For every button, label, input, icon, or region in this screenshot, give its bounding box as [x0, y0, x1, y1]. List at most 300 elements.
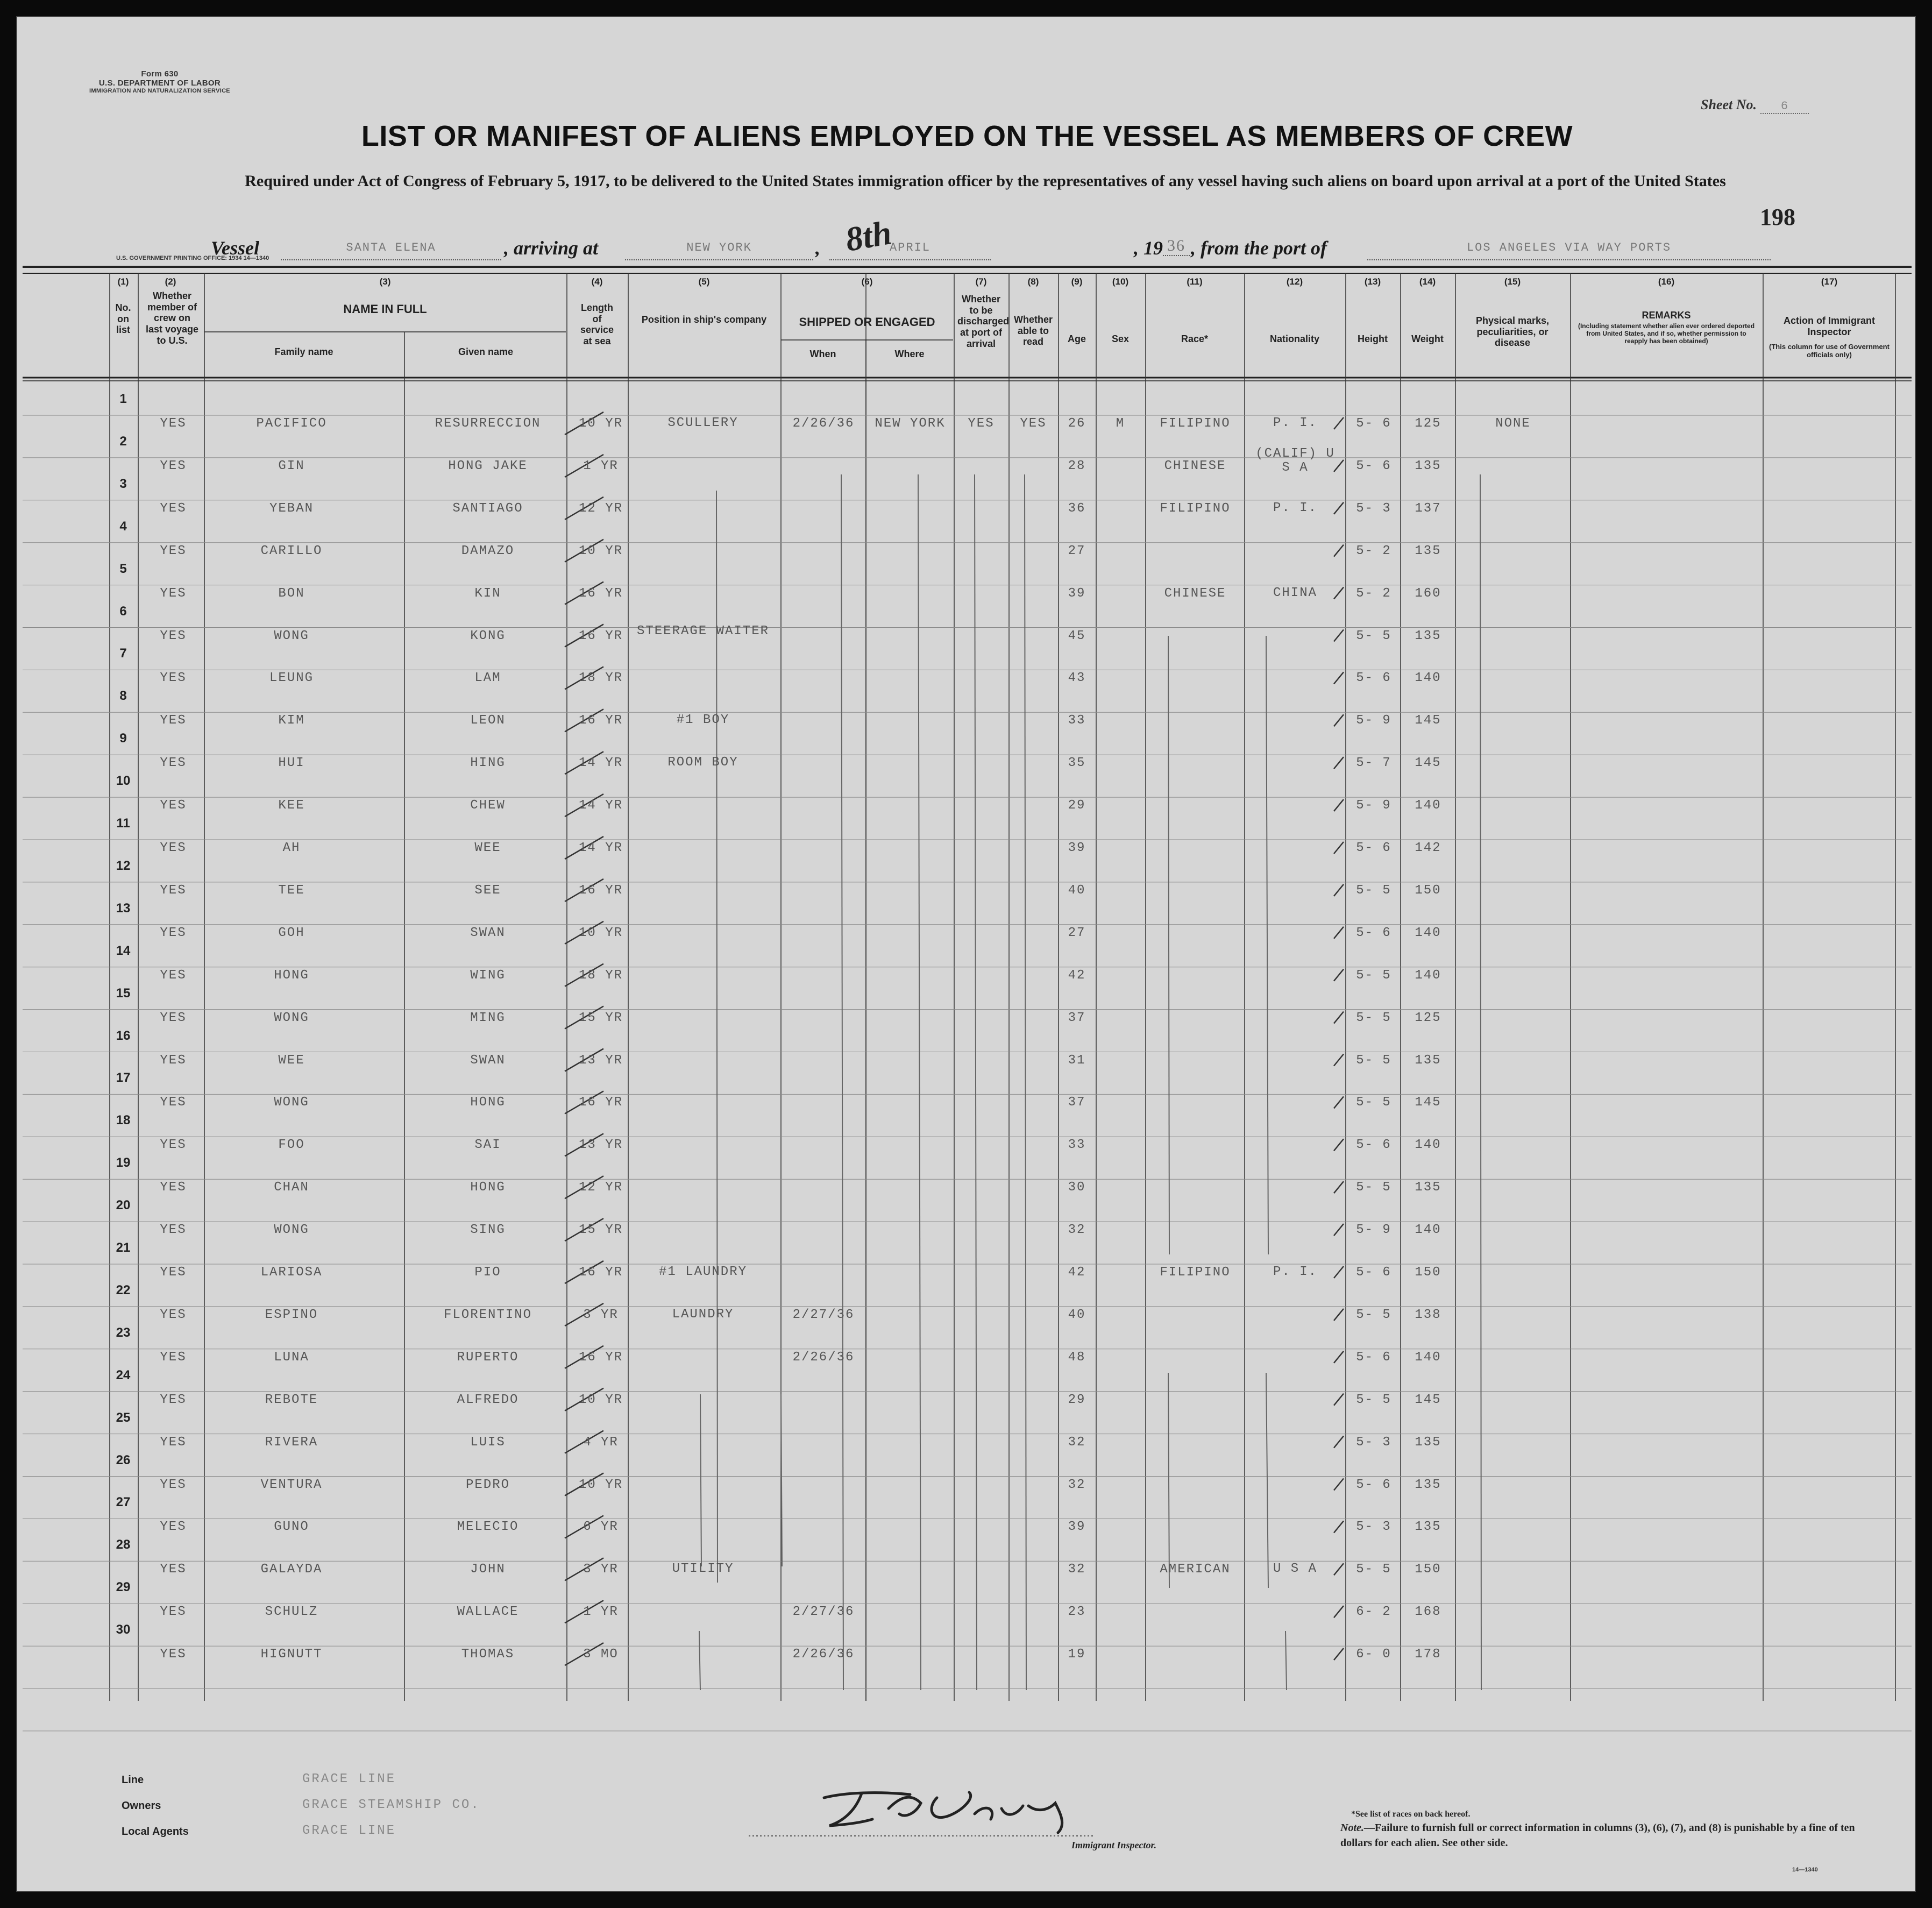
row-number: 21 [116, 1240, 131, 1255]
cell-weight: 135 [1415, 1053, 1441, 1068]
cell-service: 15 YR [578, 1010, 623, 1025]
row-number: 13 [116, 900, 131, 916]
cell-service: 1 YR [583, 458, 619, 473]
cell-last: YES [160, 1010, 187, 1025]
cell-given: LUIS [470, 1435, 506, 1450]
table-row [17, 1492, 1916, 1534]
cell-weight: 135 [1415, 628, 1441, 643]
cell-given: CHEW [470, 798, 506, 813]
arrival-year: 36 [1163, 237, 1190, 256]
col-16-subheader: (Including statement whether alien ever ordered deported from United States, and if so, whether permission to reapply has been obtained) [1578, 322, 1755, 345]
cell-age: 45 [1068, 628, 1086, 643]
cell-height: 5- 5 [1356, 1053, 1391, 1068]
col-8-number: (8) [1027, 276, 1039, 287]
cell-family: GIN [278, 458, 305, 473]
table-row [17, 1365, 1916, 1407]
col-4-header: Length of service at sea [580, 302, 614, 347]
cell-family: WEE [278, 1053, 305, 1068]
form-number: Form 630 [141, 69, 179, 79]
cell-family: ESPINO [265, 1307, 318, 1322]
cell-given: RESURRECCION [435, 416, 541, 431]
cell-height: 5- 5 [1356, 1562, 1391, 1577]
row-number: 11 [116, 816, 130, 831]
cell-service: 3 YR [583, 1562, 619, 1577]
col-10-header: Sex [1111, 334, 1130, 344]
cell-age: 32 [1068, 1562, 1086, 1577]
col-17-number: (17) [1821, 276, 1838, 287]
row-number: 22 [116, 1282, 131, 1297]
cell-given: HONG JAKE [448, 458, 528, 473]
service-name: IMMIGRATION AND NATURALIZATION SERVICE [89, 88, 230, 94]
col-1-number: (1) [117, 276, 129, 287]
cell-weight: 150 [1415, 1265, 1441, 1280]
cell-last: YES [160, 1350, 187, 1365]
cell-height: 5- 6 [1356, 1350, 1391, 1365]
row-number: 7 [119, 646, 127, 661]
cell-age: 37 [1068, 1010, 1086, 1025]
cell-last: YES [160, 713, 187, 728]
cell-family: CARILLO [260, 543, 323, 558]
cell-given: WALLACE [457, 1605, 519, 1620]
table-row [17, 516, 1916, 558]
row-number: 17 [116, 1070, 131, 1086]
cell-given: SAI [474, 1138, 501, 1153]
cell-position: SCULLERY [667, 416, 738, 430]
cell-weight: 142 [1415, 841, 1441, 855]
cell-weight: 140 [1415, 798, 1441, 813]
table-row [17, 1280, 1916, 1322]
owners-label: Owners [122, 1800, 161, 1812]
cell-service: 16 YR [578, 628, 623, 643]
row-number: 23 [116, 1325, 131, 1340]
col-13-header: Height [1358, 334, 1388, 344]
row-number: 14 [116, 943, 131, 958]
table-row [17, 558, 1916, 600]
cell-last: YES [160, 1265, 187, 1280]
col-6-header: SHIPPED OR ENGAGED [799, 315, 935, 329]
cell-family: HONG [274, 968, 309, 983]
cell-height: 5- 2 [1356, 586, 1391, 601]
cell-service: 10 YR [578, 543, 623, 558]
cell-age: 23 [1068, 1605, 1086, 1620]
col-14-header: Weight [1411, 334, 1444, 344]
row-number: 28 [116, 1537, 131, 1552]
row-number: 24 [116, 1367, 131, 1382]
col-17-header: Action of Immigrant Inspector [1784, 315, 1875, 337]
cell-age: 39 [1068, 1520, 1086, 1535]
line-value: GRACE LINE [302, 1772, 396, 1786]
cell-service: 10 YR [578, 1392, 623, 1407]
cell-weight: 160 [1415, 586, 1441, 601]
cell-last: YES [160, 416, 187, 431]
cell-weight: 145 [1415, 1392, 1441, 1407]
cell-height: 5- 3 [1356, 501, 1391, 516]
cell-height: 6- 0 [1356, 1647, 1391, 1662]
cell-age: 19 [1068, 1647, 1086, 1662]
cell-height: 5- 5 [1356, 1307, 1391, 1322]
cell-service: 18 YR [578, 968, 623, 983]
cell-height: 5- 3 [1356, 1435, 1391, 1450]
cell-age: 39 [1068, 841, 1086, 855]
cell-family: LARIOSA [260, 1265, 323, 1280]
cell-family: WONG [274, 628, 309, 643]
cell-when: 2/26/36 [792, 1647, 855, 1662]
cell-height: 5- 3 [1356, 1520, 1391, 1535]
cell-nat: P. I. [1273, 416, 1317, 430]
cell-weight: 135 [1415, 1520, 1441, 1535]
cell-position: STEERAGE WAITER [636, 623, 770, 639]
cell-age: 32 [1068, 1223, 1086, 1238]
col-15-number: (15) [1504, 276, 1521, 287]
form-code: 14—1340 [1792, 1867, 1818, 1873]
table-row [17, 685, 1916, 727]
col-6-number: (6) [861, 276, 873, 287]
cell-service: 18 YR [578, 671, 623, 686]
cell-height: 5- 6 [1356, 458, 1391, 473]
cell-last: YES [160, 1223, 187, 1238]
cell-last: YES [160, 1307, 187, 1322]
col-5-number: (5) [698, 276, 710, 287]
cell-last: YES [160, 1138, 187, 1153]
cell-age: 31 [1068, 1053, 1086, 1068]
table-row [17, 983, 1916, 1025]
table-row [17, 1322, 1916, 1364]
cell-family: HUI [278, 756, 305, 771]
row-number: 18 [116, 1113, 131, 1128]
cell-age: 40 [1068, 883, 1086, 898]
cell-given: WING [470, 968, 506, 983]
row-number: 29 [116, 1580, 131, 1595]
cell-marks: NONE [1495, 416, 1531, 431]
cell-service: 12 YR [578, 1180, 623, 1195]
when-header: When [809, 349, 836, 359]
col-9-header: Age [1067, 334, 1086, 344]
cell-height: 5- 6 [1356, 671, 1391, 686]
cell-weight: 138 [1415, 1307, 1441, 1322]
cell-weight: 135 [1415, 1435, 1441, 1450]
cell-read: YES [1020, 416, 1047, 431]
col-5-header: Position in ship's company [641, 314, 767, 325]
cell-last: YES [160, 1095, 187, 1110]
cell-last: YES [160, 1180, 187, 1195]
cell-nat: U S A [1273, 1562, 1317, 1577]
cell-last: YES [160, 883, 187, 898]
cell-given: RUPERTO [457, 1350, 519, 1365]
cell-weight: 140 [1415, 1223, 1441, 1238]
cell-weight: 145 [1415, 1095, 1441, 1110]
cell-age: 35 [1068, 756, 1086, 771]
cell-given: PIO [474, 1265, 501, 1280]
cell-age: 42 [1068, 1265, 1086, 1280]
col-7-header: Whether to be discharged at port of arrival [957, 294, 1010, 349]
col-3-number: (3) [379, 276, 391, 287]
cell-age: 30 [1068, 1180, 1086, 1195]
col-17-subheader: (This column for use of Government officials only) [1769, 343, 1890, 359]
col-9-number: (9) [1071, 276, 1083, 287]
cell-family: FOO [278, 1138, 305, 1153]
cell-given: THOMAS [461, 1647, 515, 1662]
cell-last: YES [160, 1520, 187, 1535]
cell-given: HONG [470, 1095, 506, 1110]
cell-family: GOH [278, 925, 305, 940]
row-number: 1 [119, 392, 127, 406]
cell-weight: 125 [1415, 1010, 1441, 1025]
cell-service: 16 YR [578, 1265, 623, 1280]
cell-weight: 140 [1415, 925, 1441, 940]
table-row [17, 601, 1916, 643]
row-number: 5 [119, 561, 127, 576]
cell-when: 2/27/36 [792, 1307, 855, 1322]
cell-given: SING [470, 1223, 506, 1238]
row-number: 26 [116, 1452, 131, 1467]
table-row [17, 1067, 1916, 1109]
cell-height: 6- 2 [1356, 1605, 1391, 1620]
row-number: 10 [116, 774, 131, 789]
cell-service: 3 MO [583, 1647, 619, 1662]
cell-family: TEE [278, 883, 305, 898]
cell-height: 5- 6 [1356, 925, 1391, 940]
row-number: 16 [116, 1028, 131, 1043]
cell-family: KEE [278, 798, 305, 813]
cell-family: CHAN [274, 1180, 309, 1195]
cell-service: 10 YR [578, 1477, 623, 1492]
cell-age: 33 [1068, 1138, 1086, 1153]
cell-height: 5- 6 [1356, 1138, 1391, 1153]
cell-family: YEBAN [269, 501, 314, 516]
cell-weight: 135 [1415, 1477, 1441, 1492]
cell-position: ROOM BOY [667, 755, 738, 770]
cell-age: 48 [1068, 1350, 1086, 1365]
cell-weight: 168 [1415, 1605, 1441, 1620]
cell-race: FILIPINO [1160, 501, 1231, 516]
cell-last: YES [160, 968, 187, 983]
signature-line [749, 1833, 1093, 1839]
table-row [17, 643, 1916, 685]
inspector-signature [813, 1776, 1093, 1835]
col-12-header: Nationality [1269, 334, 1319, 344]
cell-given: LEON [470, 713, 506, 728]
cell-nat: P. I. [1273, 500, 1317, 515]
print-office: U.S. GOVERNMENT PRINTING OFFICE: 1934 14—1340 [116, 255, 269, 261]
cell-height: 5- 9 [1356, 713, 1391, 728]
cell-age: 42 [1068, 968, 1086, 983]
row-number: 6 [119, 604, 127, 619]
cell-given: PEDRO [465, 1477, 510, 1492]
cell-position: UTILITY [672, 1562, 734, 1577]
cell-last: YES [160, 543, 187, 558]
cell-last: YES [160, 798, 187, 813]
cell-family: KIM [278, 713, 305, 728]
row-number: 9 [119, 731, 127, 746]
table-row [17, 1237, 1916, 1279]
agents-value: GRACE LINE [302, 1824, 396, 1838]
cell-given: HING [470, 756, 506, 771]
cell-weight: 140 [1415, 968, 1441, 983]
table-row [17, 431, 1916, 476]
cell-age: 36 [1068, 501, 1086, 516]
cell-service: 10 YR [578, 416, 623, 431]
cell-service: 16 YR [578, 1095, 623, 1110]
cell-family: SCHULZ [265, 1605, 318, 1620]
cell-given: KONG [470, 628, 506, 643]
cell-height: 5- 5 [1356, 1392, 1391, 1407]
cell-service: 14 YR [578, 841, 623, 855]
cell-age: 27 [1068, 925, 1086, 940]
col-15-header: Physical marks, peculiarities, or disease [1475, 315, 1550, 349]
note-label: Note. [1340, 1822, 1364, 1834]
cell-age: 32 [1068, 1435, 1086, 1450]
cell-service: 14 YR [578, 798, 623, 813]
col-1-header: No. on list [115, 302, 131, 336]
cell-service: 16 YR [578, 713, 623, 728]
cell-last: YES [160, 925, 187, 940]
cell-height: 5- 7 [1356, 756, 1391, 771]
cell-age: 29 [1068, 798, 1086, 813]
cell-nat: (CALIF) U S A [1255, 446, 1335, 476]
cell-service: 15 YR [578, 1223, 623, 1238]
table-row [17, 940, 1916, 982]
cell-family: REBOTE [265, 1392, 318, 1407]
row-number: 12 [116, 858, 131, 873]
cell-last: YES [160, 671, 187, 686]
cell-weight: 135 [1415, 1180, 1441, 1195]
cell-height: 5- 5 [1356, 1180, 1391, 1195]
arrival-day: 8th [842, 213, 894, 259]
family-name-header: Family name [274, 346, 333, 357]
cell-family: WONG [274, 1010, 309, 1025]
page-number: 198 [1760, 204, 1795, 230]
cell-when: 2/26/36 [792, 1350, 855, 1365]
row-number: 30 [116, 1622, 131, 1637]
cell-age: 37 [1068, 1095, 1086, 1110]
row-number: 20 [116, 1198, 131, 1213]
cell-last: YES [160, 501, 187, 516]
cell-age: 29 [1068, 1392, 1086, 1407]
row-number: 19 [116, 1155, 131, 1171]
col-8-header: Whether able to read [1014, 314, 1053, 347]
cell-weight: 140 [1415, 671, 1441, 686]
owners-value: GRACE STEAMSHIP CO. [302, 1798, 480, 1812]
cell-height: 5- 5 [1356, 883, 1391, 898]
col-14-number: (14) [1419, 276, 1436, 287]
document-subtitle: Required under Act of Congress of February 5, 1917, to be delivered to the United States immigration officer by the representatives of any vessel having such aliens on board upon arrival at a port of the United States [245, 172, 1726, 190]
cell-weight: 125 [1415, 416, 1441, 431]
form-identifier [89, 70, 230, 94]
cell-weight: 140 [1415, 1350, 1441, 1365]
cell-service: 16 YR [578, 1350, 623, 1365]
cell-given: ALFREDO [457, 1392, 519, 1407]
sheet-label: Sheet No. [1701, 97, 1757, 112]
table-row [17, 728, 1916, 770]
table-row [17, 855, 1916, 897]
arrival-port: NEW YORK [625, 237, 813, 260]
cell-nat: P. I. [1273, 1265, 1317, 1279]
col-2-header: Whether member of crew on last voyage to U.S. [145, 290, 199, 346]
table-row [17, 898, 1916, 940]
cell-given: DAMAZO [461, 543, 515, 558]
col-3-header: NAME IN FULL [343, 302, 427, 316]
cell-race: CHINESE [1164, 458, 1226, 473]
race-note: *See list of races on back hereof. [1351, 1810, 1471, 1819]
vessel-name: SANTA ELENA [281, 237, 501, 260]
cell-position: #1 LAUNDRY [658, 1265, 748, 1279]
cell-age: 32 [1068, 1477, 1086, 1492]
cell-height: 5- 5 [1356, 1095, 1391, 1110]
table-row [17, 1110, 1916, 1152]
cell-weight: 145 [1415, 713, 1441, 728]
row-number: 8 [119, 689, 127, 704]
cell-height: 5- 5 [1356, 968, 1391, 983]
table-row [17, 1195, 1916, 1237]
cell-service: 14 YR [578, 756, 623, 771]
agents-label: Local Agents [122, 1826, 189, 1838]
cell-height: 5- 9 [1356, 798, 1391, 813]
table-row [17, 1577, 1916, 1619]
cell-service: 6 YR [583, 1520, 619, 1535]
cell-service: 12 YR [578, 501, 623, 516]
cell-weight: 178 [1415, 1647, 1441, 1662]
cell-given: JOHN [470, 1562, 506, 1577]
table-row [17, 1025, 1916, 1067]
col-11-header: Race* [1181, 334, 1209, 344]
cell-given: SANTIAGO [452, 501, 523, 516]
table-row [17, 1450, 1916, 1492]
cell-age: 26 [1068, 416, 1086, 431]
cell-weight: 135 [1415, 458, 1441, 473]
cell-given: LAM [474, 671, 501, 686]
col-7-number: (7) [975, 276, 987, 287]
line-label: Line [122, 1774, 144, 1786]
row-number: 4 [119, 519, 127, 534]
cell-race: FILIPINO [1160, 1265, 1231, 1280]
cell-given: MING [470, 1010, 506, 1025]
col-4-number: (4) [591, 276, 603, 287]
inspector-label: Immigrant Inspector. [1071, 1840, 1157, 1850]
cell-weight: 150 [1415, 883, 1441, 898]
cell-last: YES [160, 1562, 187, 1577]
cell-age: 39 [1068, 586, 1086, 601]
cell-weight: 145 [1415, 756, 1441, 771]
cell-service: 4 YR [583, 1435, 619, 1450]
cell-last: YES [160, 1605, 187, 1620]
cell-family: RIVERA [265, 1435, 318, 1450]
cell-given: WEE [474, 841, 501, 855]
cell-last: YES [160, 756, 187, 771]
cell-last: YES [160, 458, 187, 473]
cell-last: YES [160, 1477, 187, 1492]
sheet-value: 6 [1760, 100, 1809, 114]
footer-note [1340, 1808, 1889, 1850]
cell-service: 13 YR [578, 1053, 623, 1068]
cell-given: SWAN [470, 1053, 506, 1068]
cell-given: KIN [474, 586, 501, 601]
col-10-number: (10) [1112, 276, 1129, 287]
voyage-line [211, 237, 1771, 264]
cell-service: 16 YR [578, 883, 623, 898]
table-row [17, 1152, 1916, 1194]
cell-weight: 140 [1415, 1138, 1441, 1153]
cell-when: 2/27/36 [792, 1605, 855, 1620]
departure-port: LOS ANGELES VIA WAY PORTS [1367, 237, 1771, 260]
cell-family: GALAYDA [260, 1562, 323, 1577]
cell-given: HONG [470, 1180, 506, 1195]
cell-position: LAUNDRY [672, 1307, 734, 1322]
cell-last: YES [160, 1392, 187, 1407]
col-2-number: (2) [165, 276, 176, 287]
table-row [17, 473, 1916, 515]
cell-last: YES [160, 1053, 187, 1068]
cell-family: VENTURA [260, 1477, 323, 1492]
